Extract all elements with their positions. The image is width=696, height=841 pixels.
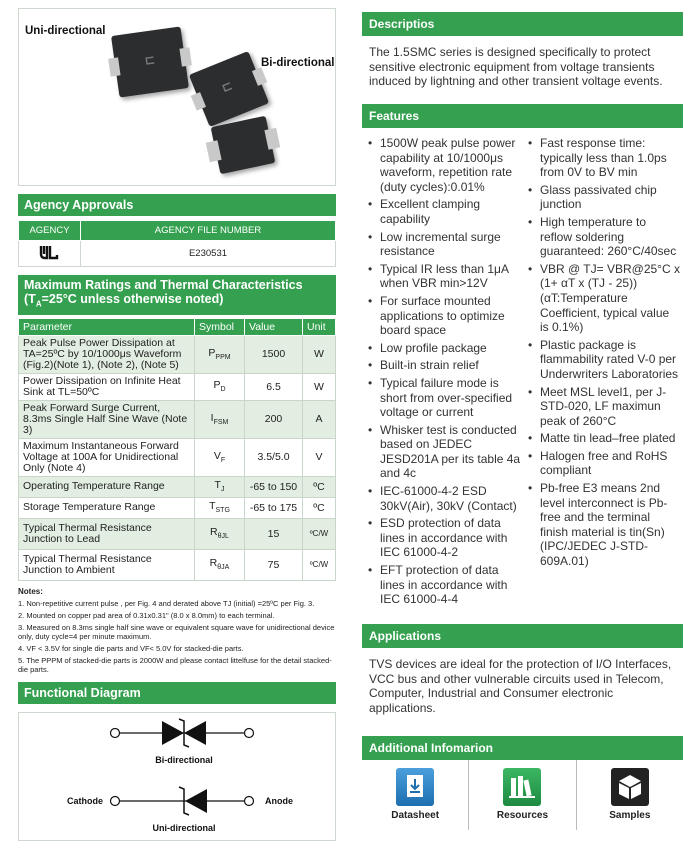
value-cell: 1500 [245,335,303,373]
symbol-cell: $P_{PPM}$ [195,335,245,373]
feature-item: • 1500W peak pulse power capability at 10/1000μs waveform, repetition rate (duty cycles):0.01% [368,136,522,194]
feature-item: • Pb-free E3 means 2nd level interconnect is Pb-free and the terminal finish material is tin(Sn) (IPC/JEDEC J-STD-609A.01) [528,481,680,569]
symbol-cell: $V_F$ [195,438,245,476]
param-cell: Typical Thermal Resistance Junction to Lead [19,518,195,549]
feature-item: • Meet MSL level1, per J-STD-020, LF maximun peak of 260°C [528,385,680,429]
feature-item: • Whisker test is conducted based on JEDEC JESD201A per its table 4a and 4c [368,423,522,481]
param-cell: Storage Temperature Range [19,497,195,518]
note-item: 3. Measured on 8.3ms single half sine wave or equivalent square wave for unidirectional device only, duty cycle=4 per minute maximum. [18,622,335,641]
unit-cell: W [303,335,336,373]
agency-approvals-title: Agency Approvals [18,194,336,216]
ratings-row [19,476,336,497]
resources-link[interactable] [468,760,575,830]
features-section [362,104,683,610]
value-cell: 200 [245,400,303,438]
ratings-row [19,335,336,373]
description-title: Descriptios [362,12,683,36]
right-column [362,12,683,821]
ratings-row [19,549,336,580]
symbol-cell: $I_{FSM}$ [195,400,245,438]
applications-title: Applications [362,624,683,648]
note-item: 2. Mounted on copper pad area of 0.31x0.31" (8.0 x 8.0mm) to each terminal. [18,610,275,620]
functional-diagram-box [18,712,336,841]
applications-section [362,624,683,715]
value-cell: -65 to 175 [245,497,303,518]
value-cell: 6.5 [245,373,303,400]
additional-info-section [362,736,683,830]
feature-item: • Halogen free and RoHS compliant [528,449,680,478]
description-section [362,12,683,98]
param-cell: Peak Pulse Power Dissipation at TA=25ºC by 10/1000μs Waveform (Fig.2)(Note 1), (Note 2), (Note 5) [19,335,195,373]
note-item: 4. VF < 3.5V for single die parts and VF< 5.0V for stacked-die parts. [18,643,244,653]
left-column [18,8,336,841]
functional-diagram-svg [19,713,335,840]
ratings-row [19,373,336,400]
value-cell: 15 [245,518,303,549]
max-ratings-section [18,275,336,581]
resources-icon [503,768,541,806]
datasheet-icon [396,768,434,806]
ratings-row [19,438,336,476]
features-title: Features [362,104,683,128]
feature-item: • Typical failure mode is short from over-specified voltage or current [368,376,522,420]
bidirectional-caption: Bi-directional [155,754,213,765]
col-parameter: Parameter [19,318,195,335]
agency-file-number: E230531 [81,241,336,267]
agency-col-header: AGENCY [19,221,81,241]
symbol-cell: $T_{STG}$ [195,497,245,518]
applications-text: TVS devices are ideal for the protection of I/O Interfaces, VCC bus and other vulnerable circuits used in Telecom, Computer, Industrial and Consumer electronic applications. [369,657,672,715]
value-cell: -65 to 150 [245,476,303,497]
unit-cell: A [303,400,336,438]
samples-icon [611,768,649,806]
symbol-cell: $P_D$ [195,373,245,400]
component-image-uni: ⊏ [111,26,189,97]
param-cell: Typical Thermal Resistance Junction to Ambient [19,549,195,580]
feature-item: • Low incremental surge resistance [368,230,522,259]
unit-cell: V [303,438,336,476]
feature-item: • Excellent clamping capability [368,197,522,226]
unit-cell: ºC/W [303,518,336,549]
note-item: 1. Non-repetitive current pulse , per Fig. 4 and derated above TJ (initial) =25ºC per Fig. 3. [18,598,315,608]
description-text: The 1.5SMC series is designed specifically to protect sensitive electronic equipment from voltage transients induced by lightning and other transient voltage events. [369,45,663,88]
component-image-bi: ⊏ [189,51,269,127]
feature-item: • VBR @ TJ= VBR@25°C x (1+ αT x (TJ - 25)) (αT:Temperature Coefficient, typical value is 0.1%) [528,262,680,335]
bidirectional-diode-symbol [111,719,254,747]
ratings-table [18,318,336,581]
value-cell: 75 [245,549,303,580]
features-list-left [368,136,528,610]
ratings-header-row [19,318,336,335]
col-unit: Unit [303,318,336,335]
agency-table [18,220,336,267]
unidirectional-diode-symbol [111,787,254,815]
samples-link[interactable] [576,760,683,830]
feature-item: • IEC-61000-4-2 ESD 30kV(Air), 30kV (Contact) [368,484,522,513]
anode-label: Anode [265,795,293,806]
col-symbol: Symbol [195,318,245,335]
note-item: 5. The PPPM of stacked-die parts is 2000W and please contact littelfuse for the detail stacked-die parts. [18,655,332,674]
functional-diagram-title: Functional Diagram [18,682,336,704]
datasheet-label: Datasheet [391,810,440,821]
uni-directional-label: Uni-directional [25,25,106,37]
param-cell: Peak Forward Surge Current, 8.3ms Single Half Sine Wave (Note 3) [19,400,195,438]
feature-item: • Plastic package is flammability rated V-0 per Underwriters Laboratories [528,338,680,382]
file-number-col-header: AGENCY FILE NUMBER [81,221,336,241]
additional-info-title: Additional Infomarion [362,736,683,760]
feature-item: • Typical IR less than 1μA when VBR min>12V [368,262,522,291]
product-image-panel [18,8,336,186]
symbol-cell: $T_J$ [195,476,245,497]
unit-cell: ºC [303,476,336,497]
ratings-row [19,497,336,518]
functional-diagram-section [18,682,336,841]
feature-item: • Built-in strain relief [368,358,522,373]
datasheet-link[interactable] [362,760,468,830]
feature-item: • High temperature to reflow soldering guaranteed: 260°C/40sec [528,215,680,259]
unit-cell: W [303,373,336,400]
notes-section [18,587,336,674]
ratings-row [19,518,336,549]
max-ratings-title [18,275,336,315]
param-cell: Maximum Instantaneous Forward Voltage at 100A for Unidirectional Only (Note 4) [19,438,195,476]
component-image-bottom [211,116,276,175]
ul-logo [19,241,81,267]
ul-recognized-icon [39,244,61,260]
param-cell: Operating Temperature Range [19,476,195,497]
max-ratings-title-line2: ($T_A=25^\circ C$ unless otherwise noted) [24,292,224,309]
resources-label: Resources [496,810,549,821]
symbol-cell: $R_{\theta JL}$ [195,518,245,549]
feature-item: • Matte tin lead–free plated [528,431,680,446]
symbol-cell: $R_{\theta JA}$ [195,549,245,580]
features-columns [362,128,683,610]
unit-cell: ºC [303,497,336,518]
feature-item: • Low profile package [368,341,522,356]
additional-info-links [362,760,683,830]
max-ratings-title-line1: Maximum Ratings and Thermal Characteristics [24,278,303,292]
param-cell: Power Dissipation on Infinite Heat Sink at TL=50ºC [19,373,195,400]
feature-item: • ESD protection of data lines in accordance with IEC 61000-4-2 [368,516,522,560]
features-list-right [528,136,680,610]
feature-item: • EFT protection of data lines in accordance with IEC 61000-4-4 [368,563,522,607]
feature-item: • Fast response time: typically less than 1.0ps from 0V to BV min [528,136,680,180]
unidirectional-caption: Uni-directional [152,822,216,833]
unit-cell: ºC/W [303,549,336,580]
notes-title: Notes: [18,586,43,596]
agency-approvals-section [18,194,336,267]
value-cell: 3.5/5.0 [245,438,303,476]
ratings-row [19,400,336,438]
cathode-label: Cathode [67,795,103,806]
samples-label: Samples [609,810,651,821]
feature-item: • Glass passivated chip junction [528,183,680,212]
col-value: Value [245,318,303,335]
bi-directional-label: Bi-directional [261,57,335,69]
feature-item: • For surface mounted applications to optimize board space [368,294,522,338]
